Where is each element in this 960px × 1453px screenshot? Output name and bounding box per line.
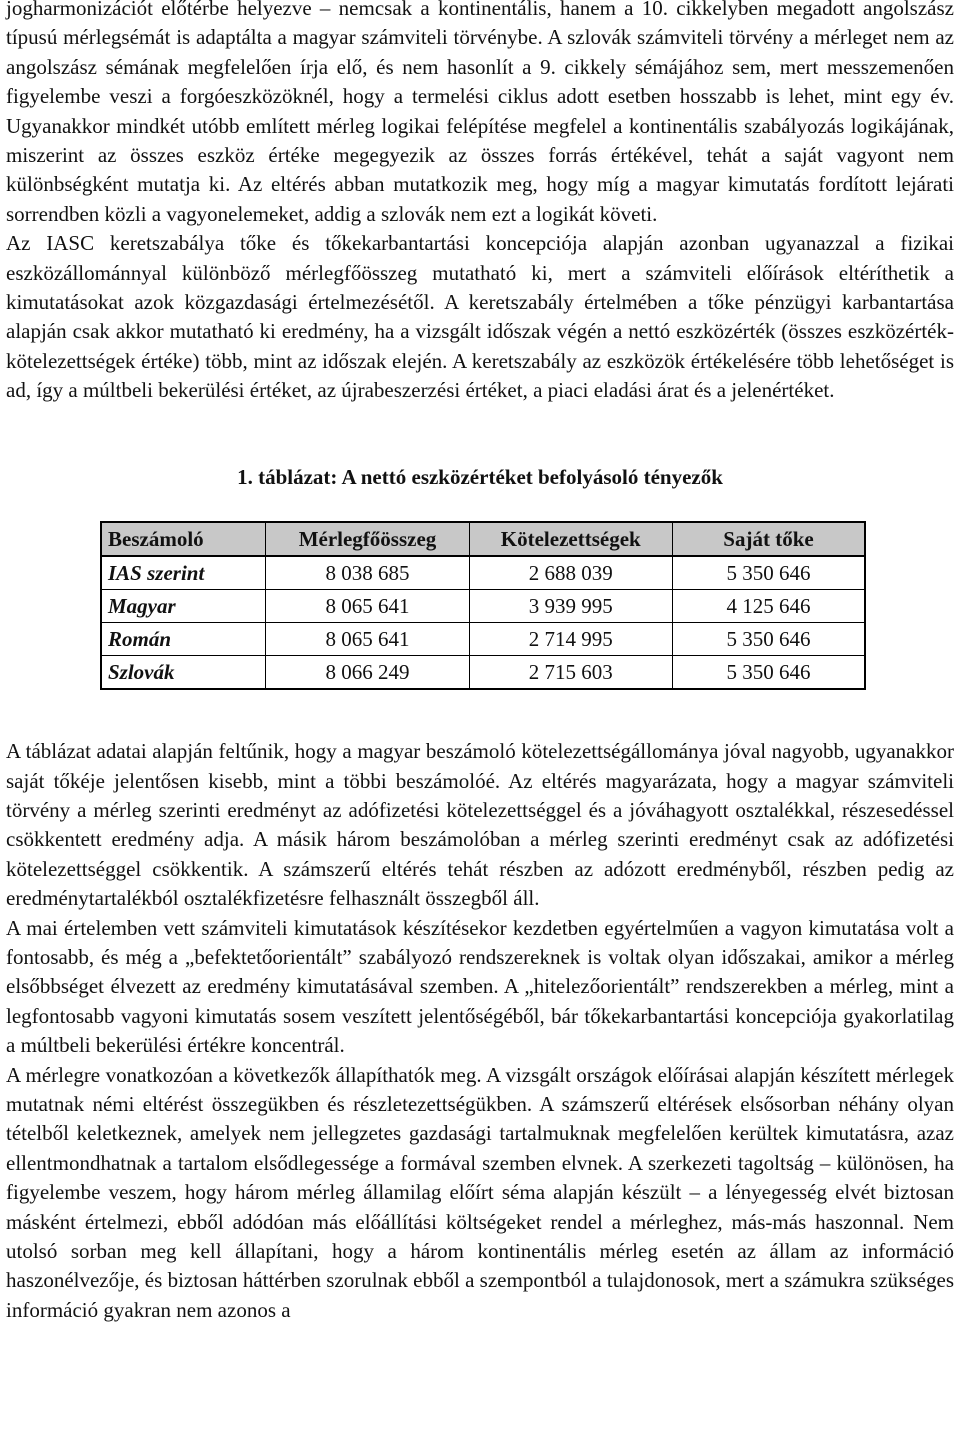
table-cell: 2 715 603: [469, 656, 672, 690]
row-label: Szlovák: [101, 656, 266, 690]
row-label: Román: [101, 623, 266, 656]
table-cell: 8 065 641: [266, 623, 469, 656]
table-row: [101, 623, 865, 656]
paragraph-1: jogharmonizációt előtérbe helyezve – nemcsak a kontinentális, hanem a 10. cikkelyben megadott angolszász típusú mérlegsémát is adaptálta a magyar számviteli törvénybe. A szlovák számviteli törvény a mérleget nem az angolszász sémának megfelelően írja elő, és nem hasonlít a 9. cikkely sémájához sem, mert messzemenően figyelembe veszi a forgóeszközöknél, hogy a termelési ciklus adott esetben hosszabb is lehet, mint egy év. Ugyanakkor mindkét utóbb említett mérleg logikai felépítése megfelel a kontinentális szabályozás logikájának, miszerint az összes eszköz értéke megegyezik az összes forrás értékével, tehát a saját vagyont nem különbségként mutatja ki. Az eltérés abban mutatkozik meg, hogy míg a magyar kimutatás fordított lejárati sorrendben közli a vagyonelemeket, addig a szlovák nem ezt a logikát követi.: [6, 0, 954, 226]
table-cell: 8 065 641: [266, 590, 469, 623]
table-container: [100, 521, 868, 690]
header-cell: Kötelezettségek: [469, 522, 672, 556]
table-cell: 8 038 685: [266, 556, 469, 590]
data-table: [100, 521, 866, 690]
paragraph-3: A táblázat adatai alapján feltűnik, hogy a magyar beszámoló kötelezettségállománya jóval nagyobb, ugyanakkor saját tőkéje jelentősen kisebb, mint a többi beszámolóé. Az eltérés magyarázata, hogy a magyar számviteli törvény a mérleg szerinti eredményt az adófizetési kötelezettséggel és a jóváhagyott osztalékkal, részesedéssel csökkentett eredmény adja. A másik három beszámolóban a mérleg szerinti eredményt csak az adófizetési kötelezettséggel csökkentik. A számszerű eltérés tehát részben az adózott eredményből, részben pedig az eredménytartalékból osztalékfizetésre felhasznált összegből áll.: [6, 739, 954, 911]
row-label: Magyar: [101, 590, 266, 623]
header-cell: Mérlegfőösszeg: [266, 522, 469, 556]
table-cell: 3 939 995: [469, 590, 672, 623]
header-cell: Saját tőke: [672, 522, 865, 556]
text-after-table: [6, 737, 954, 1325]
table-row: [101, 590, 865, 623]
table-cell: 5 350 646: [672, 556, 865, 590]
table-cell: 4 125 646: [672, 590, 865, 623]
paragraph-2: Az IASC keretszabálya tőke és tőkekarbantartási koncepciója alapján azonban ugyanazzal a fizikai eszközállománnyal különböző mérlegfőösszeg mutatható ki, mert a számviteli előírások eltéríthetik a kimutatásokat azok közgazdasági értelmezésétől. A keretszabály értelmében a tőke pénzügyi karbantartása alapján csak akkor mutatható ki eredmény, ha a vizsgált időszak végén a nettó eszközérték (összes eszközérték-kötelezettségek értéke) több, mint az időszak elején. A keretszabály az eszközök értékelésére több lehetőséget is ad, így a múltbeli bekerülési értéket, az újrabeszerzési értéket, a piaci eladási árat és a jelenértéket.: [6, 231, 954, 403]
table-cell: 2 688 039: [469, 556, 672, 590]
table-title: 1. táblázat: A nettó eszközértéket befolyásoló tényezők: [237, 464, 723, 489]
table-row: [101, 656, 865, 690]
paragraph-5: A mérlegre vonatkozóan a következők állapíthatók meg. A vizsgált országok előírásai alapján készített mérlegek mutatnak némi eltérést összegükben és részletezettségükben. A számszerű eltérések elsősorban néhány olyan tételből keletkeznek, amelyek nem jellegzetes gazdasági tartalmuknak megfelelően kerültek kimutatásra, azaz ellentmondhatnak a tartalom elsődlegessége a formával szemben elvnek. A szerkezeti tagoltság – különösen, ha figyelembe veszem, hogy három mérleg államilag előírt séma alapján készült – a lényegesség elvét biztosan másként értelmezi, ebből adódóan más előállítási költségeket rendel a mérleghez, más-más haszonnal. Nem utolsó sorban meg kell állapítani, hogy a három kontinentális mérleg esetén az állam az információ haszonélvezője, és biztosan háttérben szorulnak ebből a szempontból a tulajdonosok, mert a számukra szükséges információ gyakran nem azonos a: [6, 1062, 954, 1322]
header-cell: Beszámoló: [101, 522, 266, 556]
table-cell: 2 714 995: [469, 623, 672, 656]
table-header-row: [101, 522, 865, 556]
document-page: [6, 0, 954, 1325]
table-row: [101, 556, 865, 590]
row-label: IAS szerint: [101, 556, 266, 590]
table-cell: 5 350 646: [672, 623, 865, 656]
table-cell: 5 350 646: [672, 656, 865, 690]
paragraph-4: A mai értelemben vett számviteli kimutatások készítésekor kezdetben egyértelműen a vagyon kimutatása volt a fontosabb, és még a „befektetőorientált” szabályozó rendszereknek is voltak olyan időszakai, amikor a mérleg elsőbbséget élvezett az eredmény kimutatásával szemben. A „hitelezőorientált” rendszerekben a mérleg, mint a legfontosabb vagyoni kimutatás sosem veszített jelentőségéből, bár tőkekarbantartási koncepciója gyakorlatilag a múltbeli bekerülési értékre koncentrál.: [6, 915, 954, 1058]
table-cell: 8 066 249: [266, 656, 469, 690]
